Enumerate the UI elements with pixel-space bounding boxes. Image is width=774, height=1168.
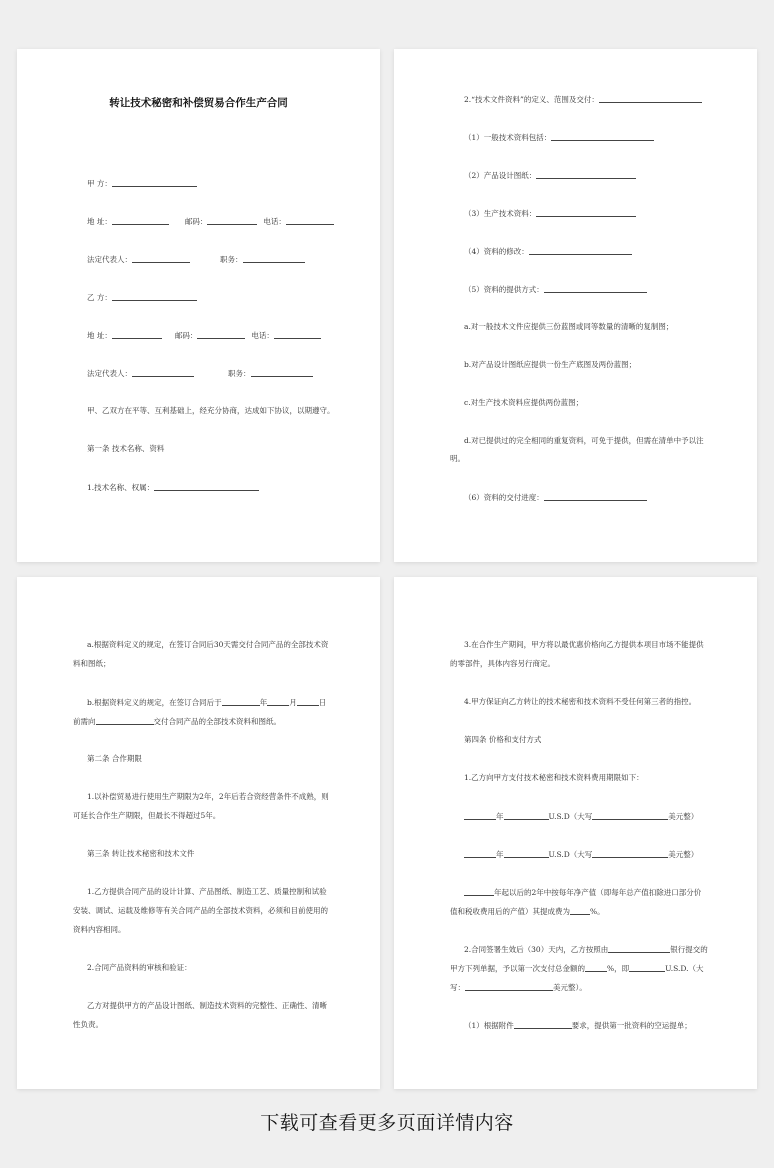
article-2-heading: 第二条 合作期限: [87, 754, 142, 763]
item-4: 4.甲方保证向乙方转让的技术秘密和技术资料不受任何第三者的指控。: [464, 697, 697, 706]
clause-d-line-2: 明。: [450, 454, 465, 463]
party-b-line: [87, 291, 197, 304]
usd-end-label: 美元整）。: [553, 983, 587, 992]
legal-rep-label: 法定代表人：: [87, 369, 132, 378]
clause-a: a.对一般技术文件应提供三份蓝图或同等数量的清晰的复制图；: [464, 322, 674, 331]
delivery-schedule-line: [464, 491, 647, 504]
address-label: 地 址：: [87, 217, 112, 226]
address-label: 地 址：: [87, 331, 112, 340]
clause-b: b.对产品设计图纸应提供一份生产底图及两份蓝图；: [464, 360, 637, 369]
clause-d-line-1: d.对已提供过的完全相同的重复资料，可免于提供，但需在清单中予以注: [464, 436, 704, 445]
attachment-blank[interactable]: [514, 1019, 572, 1029]
delivery-method-blank[interactable]: [544, 283, 647, 293]
legal-rep-line-a: [87, 253, 305, 266]
first-payment-line-2: [450, 962, 704, 975]
delivery-method-label: （5）资料的提供方式：: [464, 285, 544, 294]
docs-modification-blank[interactable]: [529, 245, 632, 255]
usd-end-label: 美元整）: [668, 812, 699, 821]
clause-b-line-1: [87, 696, 326, 709]
document-page-3: [17, 577, 380, 1089]
clause-a-line-2: 料和图纸；: [73, 659, 111, 668]
attachment-suffix: 要求，提供第一批资料的空运提单；: [571, 1021, 692, 1030]
production-docs-label: （3）生产技术资料：: [464, 209, 537, 218]
download-caption: 下载可查看更多页面详情内容: [260, 1112, 514, 1134]
year-label: 年: [259, 698, 268, 707]
first-payment-line-1: [464, 943, 708, 956]
payment-term-intro: 1.乙方向甲方支付技术秘密和技术资料费用期限如下：: [464, 773, 644, 782]
attachment-label: （1）根据附件: [464, 1021, 514, 1030]
year-blank[interactable]: [222, 696, 260, 706]
year-blank[interactable]: [464, 848, 496, 858]
general-docs-blank[interactable]: [551, 131, 654, 141]
article-3-heading: 第三条 转让技术秘密和技术文件: [87, 849, 195, 858]
usd-label: U.S.D.（大: [665, 964, 704, 973]
royalty-line-2: [450, 905, 605, 918]
party-b-blank[interactable]: [112, 291, 197, 301]
amount-words-blank[interactable]: [465, 981, 553, 991]
design-drawings-line: [464, 169, 636, 182]
position-blank[interactable]: [251, 367, 313, 377]
contract-title: 转让技术秘密和补偿贸易合作生产合同: [109, 97, 288, 109]
usd-end-label: 美元整）: [668, 850, 699, 859]
phone-label: 电话：: [263, 217, 286, 226]
clause-b-suffix: 交付合同产品的全部技术资料和图纸。: [153, 717, 281, 726]
delivery-schedule-label: （6）资料的交付进度：: [464, 493, 544, 502]
article-3-item-2-text-1: 乙方对提供甲方的产品设计图纸、制造技术资料的完整性、正确性、清晰: [87, 1001, 327, 1010]
usd-label: U.S.D（大写: [548, 812, 593, 821]
legal-rep-line-b: [87, 367, 313, 380]
preamble-text: 甲、乙双方在平等、互利基础上，经充分协商，达成如下协议，以期遵守。: [87, 406, 335, 415]
amount-blank[interactable]: [504, 848, 549, 858]
recipient-blank[interactable]: [96, 715, 154, 725]
year-label: 年: [496, 812, 504, 821]
start-year-blank[interactable]: [464, 886, 494, 896]
article-3-item-1-line-1: 1.乙方提供合同产品的设计计算、产品图纸、制造工艺、质量控制和试验: [87, 887, 327, 896]
party-a-line: [87, 177, 197, 190]
first-payment-text: 2.合同签署生效后（30）天内，乙方按照由: [464, 945, 609, 954]
party-a-label: 甲 方：: [87, 179, 112, 188]
address-blank[interactable]: [112, 329, 162, 339]
docs-modification-label: （4）资料的修改：: [464, 247, 529, 256]
payment-percent-blank[interactable]: [585, 962, 607, 972]
position-label: 职务：: [220, 255, 243, 264]
day-blank[interactable]: [297, 696, 319, 706]
royalty-text-2: 值和税收费用后的产值）其提成费为: [450, 907, 570, 916]
doc-definition-label: 2.“技术文件资料”的定义、范围及交付：: [464, 95, 599, 104]
royalty-percent-blank[interactable]: [570, 905, 590, 915]
clause-c: c.对生产技术资料应提供两份蓝图；: [464, 398, 584, 407]
article-3-item-2: 2.合同产品资料的审核和验证：: [87, 963, 192, 972]
phone-blank[interactable]: [286, 215, 334, 225]
general-docs-line: [464, 131, 654, 144]
postcode-blank[interactable]: [207, 215, 257, 225]
percent-label: %，即: [607, 964, 630, 973]
design-drawings-blank[interactable]: [536, 169, 636, 179]
words-label: 写：: [450, 983, 465, 992]
bank-suffix: 银行提交的: [670, 945, 708, 954]
legal-rep-blank[interactable]: [132, 367, 194, 377]
production-docs-blank[interactable]: [536, 207, 636, 217]
postcode-label: 邮码：: [184, 217, 208, 226]
amount-words-blank[interactable]: [592, 848, 668, 858]
postcode-blank[interactable]: [197, 329, 245, 339]
article-3-item-2-text-2: 性负责。: [73, 1020, 103, 1029]
month-label: 月: [289, 698, 297, 707]
address-line-b: [87, 329, 321, 342]
position-blank[interactable]: [243, 253, 305, 263]
year-blank[interactable]: [464, 810, 496, 820]
technology-name-label: 1.技术名称、权属：: [87, 483, 155, 492]
percent-label: %。: [590, 907, 605, 916]
address-line-a: [87, 215, 334, 228]
technology-name-line: [87, 481, 259, 494]
doc-definition-line: [464, 93, 702, 106]
technology-name-blank[interactable]: [154, 481, 259, 491]
doc-definition-blank[interactable]: [599, 93, 702, 103]
legal-rep-label: 法定代表人：: [87, 255, 132, 264]
phone-blank[interactable]: [274, 329, 321, 339]
day-label: 日: [318, 698, 327, 707]
clause-b-line-2: [73, 715, 281, 728]
article-4-heading: 第四条 价格和支付方式: [464, 735, 542, 744]
postcode-label: 邮码：: [174, 331, 198, 340]
usd-label: U.S.D（大写: [548, 850, 593, 859]
royalty-text: 年起以后的2年中按每年净产值（即每年总产值扣除进口部分价: [494, 888, 702, 897]
clause-a-line-1: a.根据资料定义的规定，在签订合同后30天需交付合同产品的全部技术资: [87, 640, 329, 649]
month-blank[interactable]: [267, 696, 289, 706]
article-3-item-1-line-3: 资料内容相同。: [73, 925, 126, 934]
delivery-method-line: [464, 283, 647, 296]
party-b-label: 乙 方：: [87, 293, 112, 302]
position-label: 职务：: [228, 369, 251, 378]
document-page-4: [394, 577, 757, 1089]
article-2-text-2: 可延长合作生产期限，但最长不得超过5年。: [73, 811, 221, 820]
phone-label: 电话：: [251, 331, 274, 340]
royalty-line-1: [464, 886, 701, 899]
clause-b-text: b.根据资料定义的规定，在签订合同后于: [87, 698, 222, 707]
year-label: 年: [496, 850, 504, 859]
item-3-line-1: 3.在合作生产期间，甲方将以最优惠价格向乙方提供本项目市场不能提供: [464, 640, 704, 649]
document-page-1: [17, 49, 380, 562]
article-1-heading: 第一条 技术名称、资料: [87, 444, 165, 453]
document-page-2: [394, 49, 757, 562]
item-3-line-2: 的零部件，具体内容另行商定。: [450, 659, 555, 668]
first-payment-text-2: 甲方下列单据，予以第一次支付总金额的: [450, 964, 585, 973]
attachment-line: [464, 1019, 692, 1032]
design-drawings-label: （2）产品设计图纸：: [464, 171, 537, 180]
clause-b-prefix: 前需向: [73, 717, 96, 726]
first-payment-line-3: [450, 981, 587, 994]
address-blank[interactable]: [112, 215, 169, 225]
legal-rep-blank[interactable]: [132, 253, 190, 263]
payment-amount-blank[interactable]: [629, 962, 665, 972]
payment-row-2: [464, 848, 698, 861]
docs-modification-line: [464, 245, 632, 258]
amount-blank[interactable]: [504, 810, 549, 820]
general-docs-label: （1）一般技术资料包括：: [464, 133, 552, 142]
article-2-text-1: 1.以补偿贸易进行使用生产期限为2年，2年后若合资经营条件不成熟，则: [87, 792, 329, 801]
article-3-item-1-line-2: 安装、调试、运载及维修等有关合同产品的全部技术资料，必须和目前使用的: [73, 906, 328, 915]
delivery-schedule-blank[interactable]: [544, 491, 647, 501]
party-a-blank[interactable]: [112, 177, 197, 187]
payment-row-1: [464, 810, 698, 823]
amount-words-blank[interactable]: [592, 810, 668, 820]
bank-blank[interactable]: [608, 943, 670, 953]
production-docs-line: [464, 207, 636, 220]
